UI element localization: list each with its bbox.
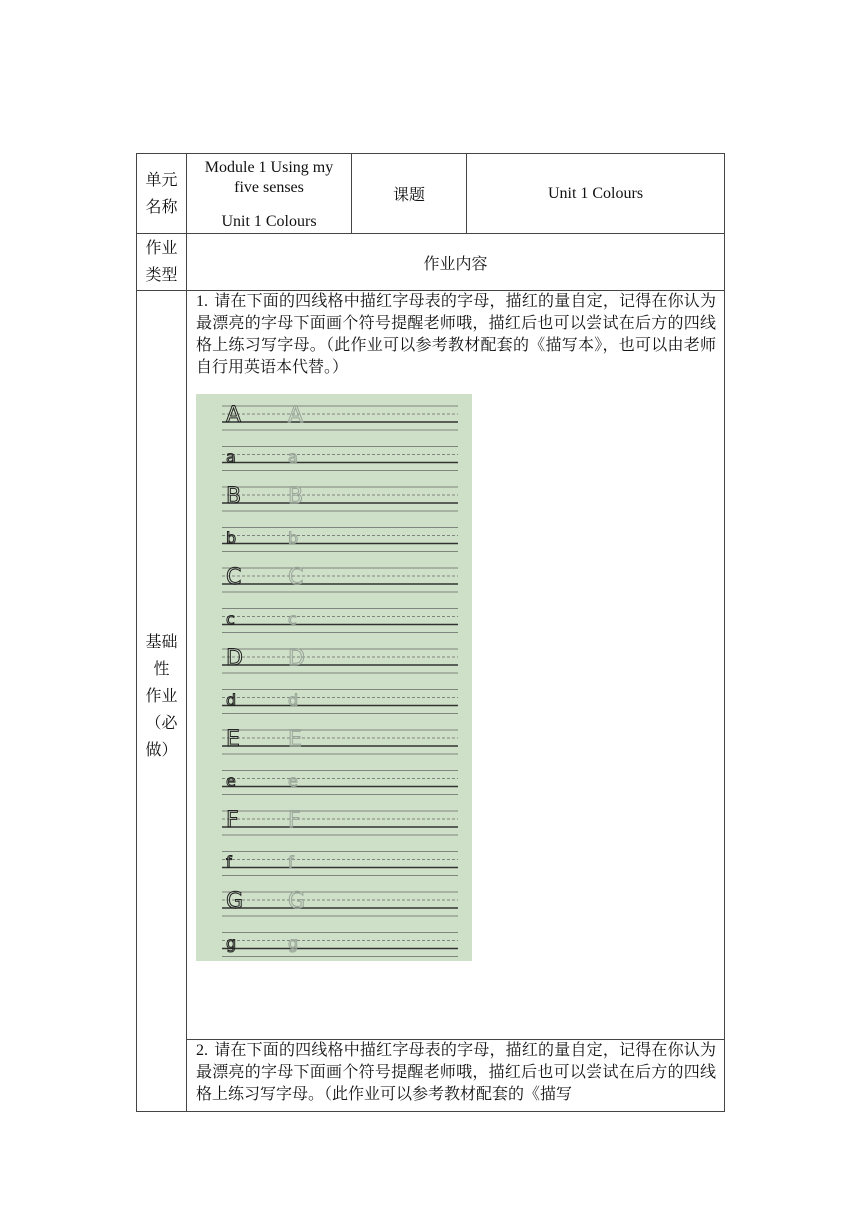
unit-name-line2: Unit 1 Colours — [221, 212, 317, 230]
homework-table — [136, 153, 725, 1112]
traced-letter-dark: e — [226, 771, 236, 791]
tracing-lines — [196, 394, 472, 961]
traced-letter-dark: F — [226, 808, 239, 833]
topic-value-cell — [467, 154, 725, 234]
traced-letter-dark: G — [226, 889, 244, 914]
traced-letter-light: A — [288, 403, 304, 428]
content-header-cell — [187, 234, 725, 291]
task2-paragraph — [196, 1040, 716, 1106]
traced-letter-dark: c — [226, 609, 235, 629]
traced-letter-dark: f — [226, 852, 232, 872]
category-label-line4: （必 — [145, 714, 178, 732]
traced-letter-light: D — [288, 646, 305, 671]
traced-letter-light: g — [288, 933, 299, 953]
traced-letter-dark: a — [226, 447, 236, 467]
traced-letter-light: a — [288, 447, 298, 467]
traced-letter-dark: b — [226, 528, 237, 548]
task1-paragraph — [196, 291, 716, 379]
category-label-line5: 做） — [145, 741, 178, 759]
traced-letter-dark: B — [226, 484, 242, 509]
task2-cell — [187, 1040, 725, 1112]
traced-letter-light: B — [288, 484, 304, 509]
task1-number: 1. — [196, 293, 208, 310]
traced-letter-light: C — [288, 565, 304, 590]
traced-letter-dark: D — [226, 646, 243, 671]
traced-letter-dark: d — [226, 690, 237, 710]
task1-cell — [187, 291, 725, 1040]
traced-letter-light: F — [288, 808, 301, 833]
topic-value: Unit 1 Colours — [547, 184, 644, 202]
unit-name-cell — [187, 154, 352, 234]
traced-letter-dark: C — [226, 565, 242, 590]
unit-label: 单元名称 — [145, 171, 178, 216]
traced-letter-light: f — [288, 852, 294, 872]
category-label-line3: 作业 — [145, 687, 178, 705]
traced-letter-light: c — [288, 609, 297, 629]
traced-letter-dark: g — [226, 933, 237, 953]
category-label-line1: 基础 — [145, 633, 178, 651]
task2-number: 2. — [196, 1042, 208, 1059]
task1-text: 请在下面的四线格中描红字母表的字母，描红的量自定，记得在你认为最漂亮的字母下面画个符号提醒老师哦，描红后也可以尝试在后方的四线格上练习写字母。（此作业可以参考教材配套的《描写本》，也可以由老师自行用英语本代替。） — [196, 293, 716, 376]
letter-tracing-sheet — [196, 394, 472, 961]
type-label-cell — [137, 234, 187, 291]
unit-name-line1: Module 1 Using my five senses — [204, 158, 334, 196]
content-header: 作业内容 — [423, 255, 488, 273]
type-label: 作业类型 — [145, 240, 178, 284]
category-label-cell — [137, 291, 187, 1112]
traced-letter-light: E — [288, 727, 302, 752]
task2-text: 请在下面的四线格中描红字母表的字母，描红的量自定，记得在你认为最漂亮的字母下面画个符号提醒老师哦，描红后也可以尝试在后方的四线格上练习写字母。（此作业可以参考教材配套的《描写 — [196, 1042, 716, 1103]
unit-label-cell — [137, 154, 187, 234]
traced-letter-dark: E — [226, 727, 240, 752]
traced-letter-light: G — [288, 889, 306, 914]
category-label-line2: 性 — [153, 660, 170, 678]
traced-letter-light: d — [288, 690, 299, 710]
traced-letter-light: b — [288, 528, 299, 548]
topic-label: 课题 — [392, 187, 425, 204]
traced-letter-dark: A — [226, 403, 242, 428]
traced-letter-light: e — [288, 771, 298, 791]
topic-label-cell — [352, 154, 467, 234]
